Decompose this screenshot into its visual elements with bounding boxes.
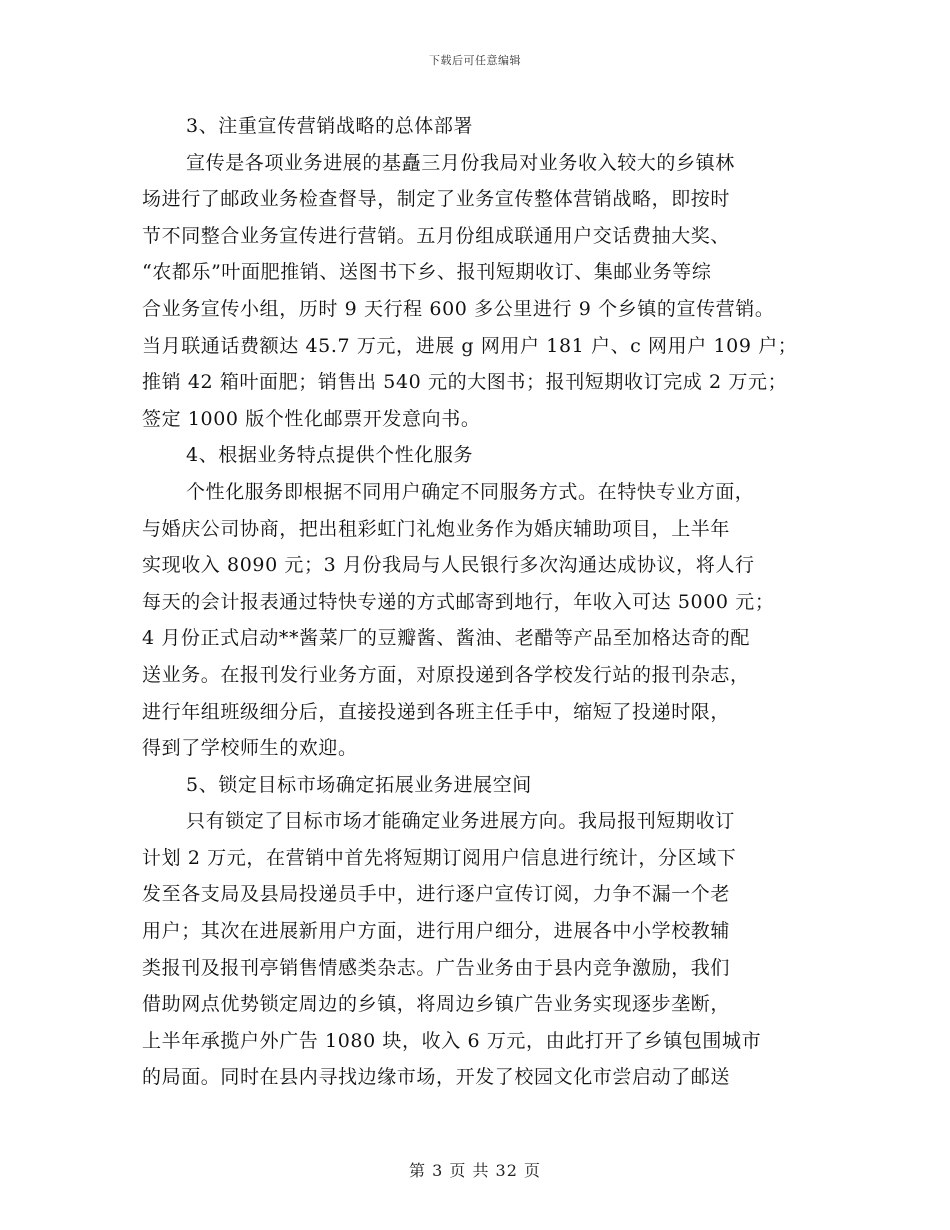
page-header: 下载后可任意编辑 <box>429 54 521 67</box>
text-line: “农都乐”叶面肥推销、送图书下乡、报刊短期收订、集邮业务等综 <box>142 261 712 284</box>
text-line: 上半年承揽户外广告 1080 块，收入 6 万元，由此打开了乡镇包围城市 <box>142 1029 762 1052</box>
text-line: 实现收入 8090 元；3 月份我局与人民银行多次沟通达成协议，将人行 <box>142 554 755 577</box>
text-line: 的局面。同时在县内寻找边缘市场，开发了校园文化市尝启动了邮送 <box>142 1066 731 1089</box>
text-line: 计划 2 万元，在营销中首先将短期订阅用户信息进行统计，分区域下 <box>142 846 737 869</box>
page-number: 第 3 页 共 32 页 <box>409 1161 541 1180</box>
text-line: 4、根据业务特点提供个性化服务 <box>186 444 474 467</box>
text-line: 当月联通话费额达 45.7 万元，进展 g 网用户 181 户、c 网用户 109 户； <box>142 334 798 357</box>
text-line: 3、注重宣传营销战略的总体部署 <box>186 115 474 137</box>
text-line: 个性化服务即根据不同用户确定不同服务方式。在特快专业方面， <box>186 480 755 503</box>
text-line: 4 月份正式启动**酱菜厂的豆瓣酱、酱油、老醋等产品至加格达奇的配 <box>142 627 750 650</box>
text-line: 推销 42 箱叶面肥；销售出 540 元的大图书；报刊短期收订完成 2 万元； <box>142 371 788 394</box>
text-line: 用户；其次在进展新用户方面，进行用户细分，进展各中小学校教辅 <box>142 920 731 943</box>
text-line: 与婚庆公司协商，把出租彩虹门礼炮业务作为婚庆辅助项目，上半年 <box>142 517 731 540</box>
text-line: 每天的会计报表通过特快专递的方式邮寄到地行，年收入可达 5000 元； <box>142 590 775 613</box>
text-line: 只有锁定了目标市场才能确定业务进展方向。我局报刊短期收订 <box>186 810 735 833</box>
text-line: 节不同整合业务宣传进行营销。五月份组成联通用户交话费抽大奖、 <box>142 224 731 247</box>
text-line: 合业务宣传小组，历时 9 天行程 600 多公里进行 9 个乡镇的宣传营销。 <box>142 297 775 320</box>
text-line: 场进行了邮政业务检查督导，制定了业务宣传整体营销战略，即按时 <box>142 188 731 211</box>
text-line: 签定 1000 版个性化邮票开发意向书。 <box>142 407 481 430</box>
text-line: 借助网点优势锁定周边的乡镇，将周边乡镇广告业务实现逐步垄断， <box>142 993 731 1016</box>
text-line: 发至各支局及县局投递员手中，进行逐户宣传订阅，力争不漏一个老 <box>142 883 731 906</box>
text-line: 得到了学校师生的欢迎。 <box>142 737 358 760</box>
paragraph-lines <box>142 108 810 1096</box>
document-body <box>142 108 810 1096</box>
text-line: 进行年组班级细分后，直接投递到各班主任手中，缩短了投递时限， <box>142 700 731 723</box>
text-line: 宣传是各项业务进展的基矗三月份我局对业务收入较大的乡镇林 <box>186 151 735 174</box>
text-line: 送业务。在报刊发行业务方面，对原投递到各学校发行站的报刊杂志， <box>142 663 750 686</box>
text-line: 类报刊及报刊亭销售情感类杂志。广告业务由于县内竞争激励，我们 <box>142 956 731 979</box>
text-line: 5、锁定目标市场确定拓展业务进展空间 <box>186 773 532 796</box>
